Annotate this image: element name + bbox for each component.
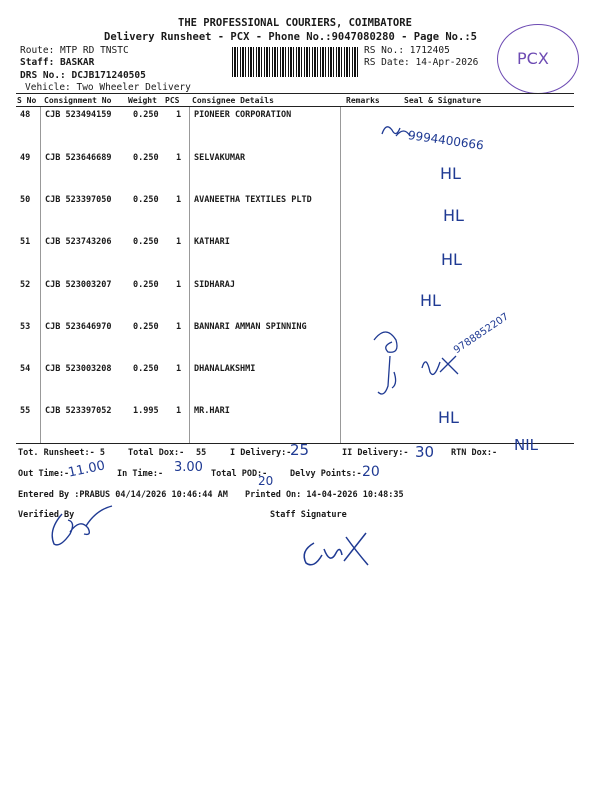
out-time-value: 11.00 [66, 458, 107, 481]
row-weight: 0.250 [133, 195, 159, 205]
table-top-rule [16, 93, 574, 94]
row-consignee: MR.HARI [194, 406, 230, 416]
signature-48: 9994400666 [407, 128, 485, 153]
col-pcs: PCS [165, 96, 180, 105]
header-bottom-rule [16, 106, 574, 107]
row-consignment: CJB 523003207 [45, 280, 112, 290]
row-sno: 54 [20, 364, 31, 374]
row-pcs: 1 [176, 195, 182, 205]
row-consignee: AVANEETHA TEXTILES PLTD [194, 195, 312, 205]
rtn-dox-label: RTN Dox:- [451, 448, 498, 458]
barcode [232, 47, 360, 77]
signature-53: 9788852207 [451, 311, 511, 357]
row-weight: 0.250 [133, 110, 159, 120]
printed-on: Printed On: 14-04-2026 10:48:35 [245, 490, 404, 500]
signature-51: HL [441, 250, 462, 269]
ii-delivery-value: 30 [415, 443, 435, 461]
rs-number: RS No.: 1712405 [364, 45, 450, 56]
in-time-label: In Time:- [117, 469, 164, 479]
company-name: THE PROFESSIONAL COURIERS, COIMBATORE [178, 17, 412, 29]
row-consignee: SIDHARAJ [194, 280, 235, 290]
row-consignment: CJB 523494159 [45, 110, 112, 120]
verified-signature-icon [40, 500, 120, 550]
col-divider [40, 107, 41, 443]
row-sno: 50 [20, 195, 31, 205]
col-divider [340, 107, 341, 443]
signature-49: HL [440, 164, 461, 183]
row-weight: 0.250 [133, 280, 159, 290]
pcx-stamp [497, 24, 579, 94]
row-consignee: PIONEER CORPORATION [194, 110, 292, 120]
row-sno: 52 [20, 280, 31, 290]
staff-signature-icon [296, 525, 376, 575]
entered-by: Entered By :PRABUS 04/14/2026 10:46:44 AM [18, 490, 228, 500]
row-pcs: 1 [176, 364, 182, 374]
vehicle-label: Vehicle: Two Wheeler Delivery [25, 82, 191, 93]
total-dox-value: 55 [196, 448, 207, 458]
col-remarks: Remarks [346, 96, 380, 105]
runsheet-subtitle: Delivery Runsheet - PCX - Phone No.:9047080280 - Page No.:5 [104, 31, 477, 43]
row-pcs: 1 [176, 280, 182, 290]
signature-50: HL [443, 206, 464, 225]
row-pcs: 1 [176, 110, 182, 120]
col-sno: S No [17, 96, 37, 105]
i-delivery-value: 25 [290, 441, 310, 459]
drs-number: DRS No.: DCJB171240505 [20, 70, 146, 81]
row-weight: 0.250 [133, 364, 159, 374]
row-consignee: KATHARI [194, 237, 230, 247]
row-sno: 51 [20, 237, 31, 247]
total-pod-label: Total POD:- [211, 469, 268, 479]
signature-55: HL [438, 408, 459, 427]
row-weight: 0.250 [133, 237, 159, 247]
col-divider [189, 107, 190, 443]
col-consignment: Consignment No [44, 96, 112, 105]
row-weight: 0.250 [133, 322, 159, 332]
out-time-label: Out Time:- [18, 469, 70, 479]
rs-date: RS Date: 14-Apr-2026 [364, 57, 479, 68]
row-sno: 55 [20, 406, 31, 416]
stamp-text: PCX [517, 49, 549, 68]
row-weight: 1.995 [133, 406, 159, 416]
col-seal: Seal & Signature [404, 96, 482, 105]
row-pcs: 1 [176, 406, 182, 416]
row-consignee: BANNARI AMMAN SPINNING [194, 322, 307, 332]
row-consignment: CJB 523003208 [45, 364, 112, 374]
row-consignment: CJB 523743206 [45, 237, 112, 247]
row-pcs: 1 [176, 153, 182, 163]
row-sno: 53 [20, 322, 31, 332]
col-consignee: Consignee Details [192, 96, 274, 105]
row-consignment: CJB 523646689 [45, 153, 112, 163]
row-consignee: DHANALAKSHMI [194, 364, 256, 374]
row-consignment: CJB 523397050 [45, 195, 112, 205]
row-consignment: CJB 523646970 [45, 322, 112, 332]
row-consignment: CJB 523397052 [45, 406, 112, 416]
signature-52: HL [420, 291, 441, 310]
row-consignee: SELVAKUMAR [194, 153, 246, 163]
staff-signature-label: Staff Signature [270, 510, 347, 520]
total-dox-label: Total Dox:- [128, 448, 185, 458]
row-sno: 49 [20, 153, 31, 163]
delvy-points-value: 20 [362, 464, 380, 480]
row-sno: 48 [20, 110, 31, 120]
total-pod-value: 20 [258, 474, 274, 488]
tot-runsheet: Tot. Runsheet:- 5 [18, 448, 105, 458]
row-pcs: 1 [176, 237, 182, 247]
route-label: Route: MTP RD TNSTC [20, 45, 129, 56]
row-pcs: 1 [176, 322, 182, 332]
signature-ink [370, 110, 580, 440]
ii-delivery-label: II Delivery:- [342, 448, 409, 458]
rtn-dox-value: NIL [514, 436, 539, 454]
verified-by: Verified By [18, 510, 75, 520]
in-time-value: 3.00 [174, 460, 203, 475]
col-weight: Weight [128, 96, 157, 105]
delvy-points-label: Delvy Points:- [290, 469, 362, 479]
staff-label: Staff: BASKAR [20, 57, 95, 68]
row-weight: 0.250 [133, 153, 159, 163]
i-delivery-label: I Delivery:- [230, 448, 292, 458]
